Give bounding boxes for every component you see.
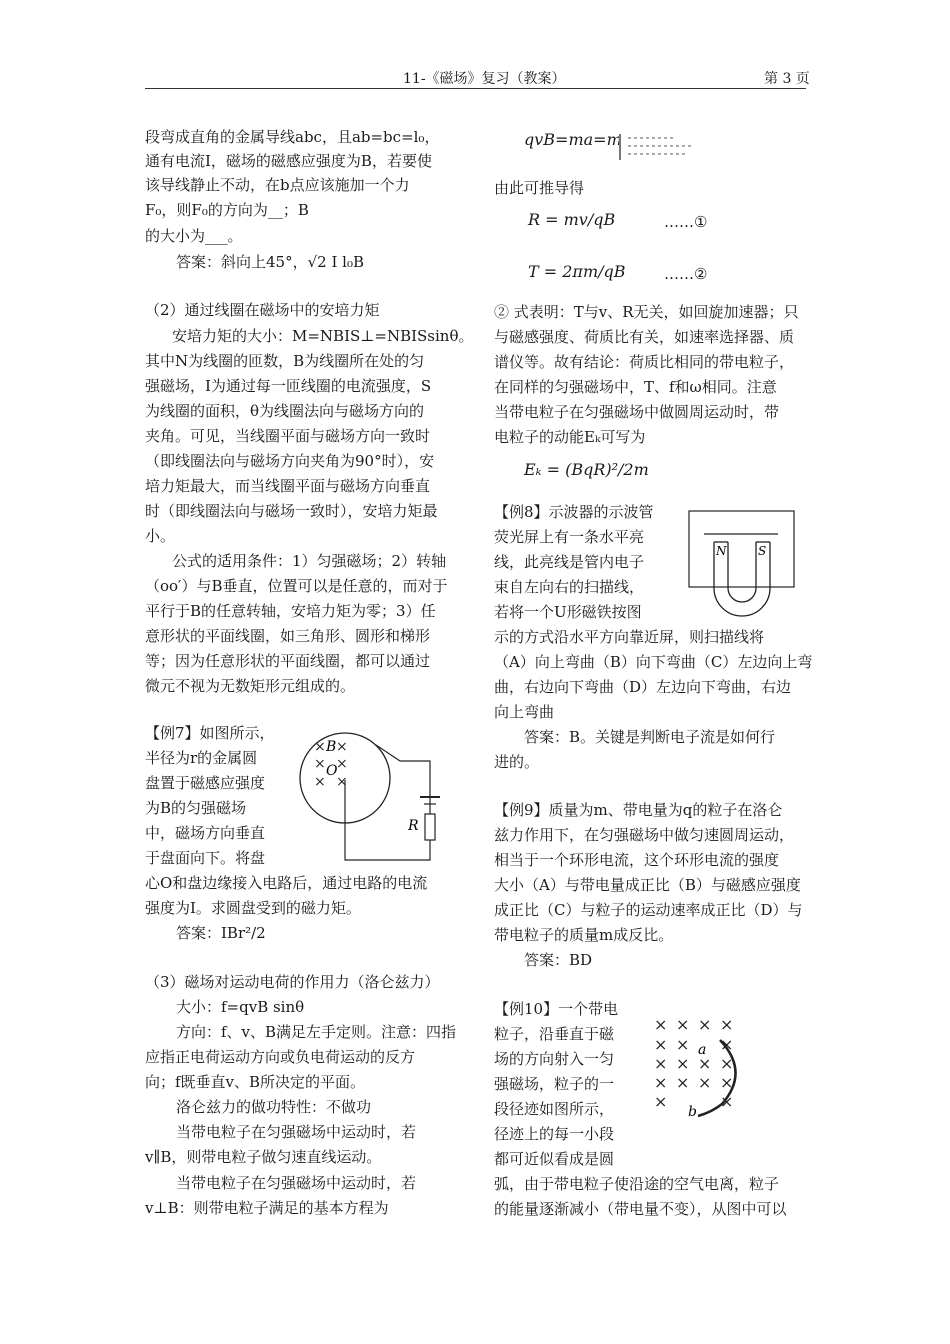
svg-text:×: ×	[698, 1054, 712, 1073]
svg-text:×: ×	[654, 1073, 668, 1092]
equation-newton: qvB=ma=m	[524, 130, 622, 149]
ex7-line: 为B的匀强磁场	[145, 799, 247, 817]
equation-period: T = 2πm/qB	[528, 262, 626, 281]
ex7-line: 强度为I。求圆盘受到的磁力矩。	[145, 899, 361, 917]
svg-text:×: ×	[654, 1092, 668, 1111]
intro-line: 的大小为___。	[145, 227, 243, 245]
svg-text:×: ×	[654, 1054, 668, 1073]
sec2-line: 其中N为线圈的匝数，B为线圈所在处的匀	[145, 352, 425, 370]
track-label-a: a	[698, 1042, 707, 1058]
ex8-answer: 进的。	[494, 753, 540, 771]
svg-text:×: ×	[336, 739, 348, 755]
ex8-line: 示的方式沿水平方向靠近屏，则扫描线将	[494, 628, 765, 646]
sec2-line: （oo′）与B垂直，位置可以是任意的，而对于	[145, 577, 448, 595]
magnet-pole-N: N	[716, 544, 727, 558]
intro-answer: 答案：斜向上45°，√2 I l₀B	[176, 253, 364, 271]
svg-text:×: ×	[314, 739, 326, 755]
sec2-line: 小。	[145, 527, 176, 545]
sec3-line: 洛仑兹力的做功特性：不做功	[176, 1098, 372, 1116]
magnet-pole-S: S	[758, 544, 767, 558]
equation-tag-1: ……①	[664, 213, 708, 231]
sec2-line: 培力矩最大，而当线圈平面与磁场方向垂直	[145, 477, 431, 495]
header-title: 11-《磁场》复习（教案）	[403, 71, 566, 87]
ex10-line: 强磁场，粒子的一	[494, 1075, 615, 1093]
sec3-line: 应指正电荷运动方向或负电荷运动的反方	[145, 1048, 416, 1066]
ex7-line: 【例7】如图所示，	[145, 724, 275, 742]
ex8-line: 束自左向右的扫描线，	[494, 578, 645, 596]
svg-text:×: ×	[314, 756, 326, 772]
sec2-line: 平行于B的任意转轴，安培力矩为零；3）任	[145, 602, 436, 620]
svg-text:×: ×	[720, 1015, 734, 1034]
sec3-line: 当带电粒子在匀强磁场中运动时，若	[176, 1174, 417, 1192]
track-label-b: b	[688, 1104, 697, 1120]
ex8-answer: 答案：B。关键是判断电子流是如何行	[524, 728, 776, 746]
ex9-answer: 答案：BD	[524, 951, 593, 969]
ex8-line: （A）向上弯曲（B）向下弯曲（C）左边向上弯	[494, 653, 813, 671]
section-3-title: （3）磁场对运动电荷的作用力（洛仑兹力）	[145, 973, 440, 991]
equation-radius: R = mv/qB	[528, 210, 616, 229]
sec2-line: 等；因为任意形状的平面线圈，都可以通过	[145, 652, 431, 670]
page-number: 第 3 页	[764, 71, 810, 87]
svg-text:×: ×	[720, 1054, 734, 1073]
svg-text:×: ×	[654, 1015, 668, 1034]
ex10-line: 径迹上的每一小段	[494, 1125, 615, 1143]
sec3-line: 大小：f=qvB sinθ	[176, 998, 305, 1016]
right-text-line: 谱仪等。故有结论：荷质比相同的带电粒子，	[494, 353, 795, 371]
sec2-line: 夹角。可见，当线圈平面与磁场方向一致时	[145, 427, 431, 445]
right-text-line: 电粒子的动能Eₖ可写为	[494, 428, 646, 446]
svg-text:×: ×	[698, 1015, 712, 1034]
blurred-fraction	[618, 132, 698, 162]
intro-line: F₀，则F₀的方向为__；B	[145, 201, 309, 219]
intro-line: 通有电流I，磁场的磁感应强度为B，若要使	[145, 152, 432, 170]
ex10-line: 粒子，沿垂直于磁	[494, 1025, 615, 1043]
ex10-line: 弧，由于带电粒子使沿途的空气电离，粒子	[494, 1175, 780, 1193]
sec2-line: （即线圈法向与磁场方向夹角为90°时），安	[145, 452, 435, 470]
sec2-line: 公式的适用条件：1）匀强磁场；2）转轴	[172, 552, 447, 570]
ex9-line: 【例9】质量为m、带电量为q的粒子在洛仑	[494, 801, 783, 819]
svg-text:×: ×	[698, 1073, 712, 1092]
ex10-line: 段径迹如图所示，	[494, 1100, 615, 1118]
intro-line: 该导线静止不动，在b点应该施加一个力	[145, 176, 410, 194]
ex7-line: 心O和盘边缘接入电路后，通过电路的电流	[145, 874, 428, 892]
right-text-line: 当带电粒子在匀强磁场中做圆周运动时，带	[494, 403, 780, 421]
ex8-line: 若将一个U形磁铁按图	[494, 603, 642, 621]
right-text-line: 与磁感强度、荷质比有关，如速率选择器、质	[494, 328, 795, 346]
sec2-line: 时（即线圈法向与磁场一致时），安培力矩最	[145, 502, 438, 520]
ex10-line: 【例10】一个带电	[494, 1000, 619, 1018]
svg-text:×: ×	[676, 1054, 690, 1073]
ex9-line: 相当于一个环形电流，这个环形电流的强度	[494, 851, 780, 869]
sec3-line: 向；f既垂直v、B所决定的平面。	[145, 1073, 366, 1091]
ex9-line: 带电粒子的质量m成反比。	[494, 926, 674, 944]
sec2-line: 安培力矩的大小：M=NBIS⊥=NBISsinθ。	[172, 327, 474, 345]
intro-line: 段弯成直角的金属导线abc，且ab=bc=l₀，	[145, 128, 440, 146]
ex7-answer: 答案：IBr²/2	[176, 924, 266, 942]
ex10-line: 场的方向射入一匀	[494, 1050, 615, 1068]
ex9-line: 成正比（C）与粒子的运动速率成正比（D）与	[494, 901, 803, 919]
ex7-disk-circuit-diagram	[298, 718, 448, 868]
derive-line: 由此可推导得	[494, 179, 585, 197]
ex8-line: 曲，右边向下弯曲（D）左边向下弯曲，右边	[494, 678, 792, 696]
svg-text:×: ×	[676, 1015, 690, 1034]
sec2-line: 为线圈的面积，θ为线圈法向与磁场方向的	[145, 402, 425, 420]
fig-label-R: R	[408, 818, 419, 834]
sec3-line: v⊥B：则带电粒子满足的基本方程为	[145, 1199, 389, 1217]
sec2-line: 意形状的平面线圈，如三角形、圆形和梯形	[145, 627, 431, 645]
ex8-line: 向上弯曲	[494, 703, 555, 721]
ex10-particle-track-diagram	[650, 1012, 750, 1122]
equation-kinetic-energy: Eₖ = (BqR)²/2m	[524, 460, 649, 479]
header-rule	[145, 88, 806, 89]
ex7-line: 半径为r的金属圆	[145, 749, 258, 767]
sec3-line: 方向：f、v、B满足左手定则。注意：四指	[176, 1023, 457, 1041]
sec3-line: v∥B，则带电粒子做匀速直线运动。	[145, 1148, 382, 1166]
svg-text:×: ×	[720, 1073, 734, 1092]
sec3-line: 当带电粒子在匀强磁场中运动时，若	[176, 1123, 417, 1141]
fig-label-B: B	[326, 739, 337, 755]
ex10-line: 的能量逐渐减小（带电量不变），从图中可以	[494, 1200, 787, 1218]
svg-text:×: ×	[720, 1035, 734, 1054]
svg-text:×: ×	[336, 756, 348, 772]
svg-text:×: ×	[314, 774, 326, 790]
ex8-line: 线，此亮线是管内电子	[494, 553, 645, 571]
svg-text:×: ×	[676, 1073, 690, 1092]
ex8-line: 【例8】示波器的示波管	[494, 503, 654, 521]
section-2-title: （2）通过线圈在磁场中的安培力矩	[145, 301, 380, 319]
ex9-line: 大小（A）与带电量成正比（B）与磁感应强度	[494, 876, 801, 894]
right-text-line: 在同样的匀强磁场中，T、f和ω相同。注意	[494, 378, 777, 396]
sec2-line: 强磁场，I为通过每一匝线圈的电流强度，S	[145, 377, 432, 395]
svg-text:×: ×	[336, 774, 348, 790]
ex7-line: 中，磁场方向垂直	[145, 824, 266, 842]
equation-tag-2: ……②	[664, 265, 708, 283]
ex10-line: 都可近似看成是圆	[494, 1150, 615, 1168]
svg-text:×: ×	[676, 1035, 690, 1054]
svg-text:×: ×	[654, 1035, 668, 1054]
ex8-oscilloscope-magnet-diagram	[686, 508, 798, 618]
sec2-line: 微元不视为无数矩形元组成的。	[145, 677, 356, 695]
fig-label-O: O	[326, 763, 338, 779]
ex8-line: 荧光屏上有一条水平亮	[494, 528, 645, 546]
ex7-line: 于盘面向下。将盘	[145, 849, 266, 867]
right-text-line: ② 式表明：T与v、R无关，如回旋加速器；只	[494, 303, 799, 321]
svg-text:×: ×	[720, 1092, 734, 1111]
ex9-line: 兹力作用下，在匀强磁场中做匀速圆周运动，	[494, 826, 795, 844]
ex7-line: 盘置于磁感应强度	[145, 774, 266, 792]
